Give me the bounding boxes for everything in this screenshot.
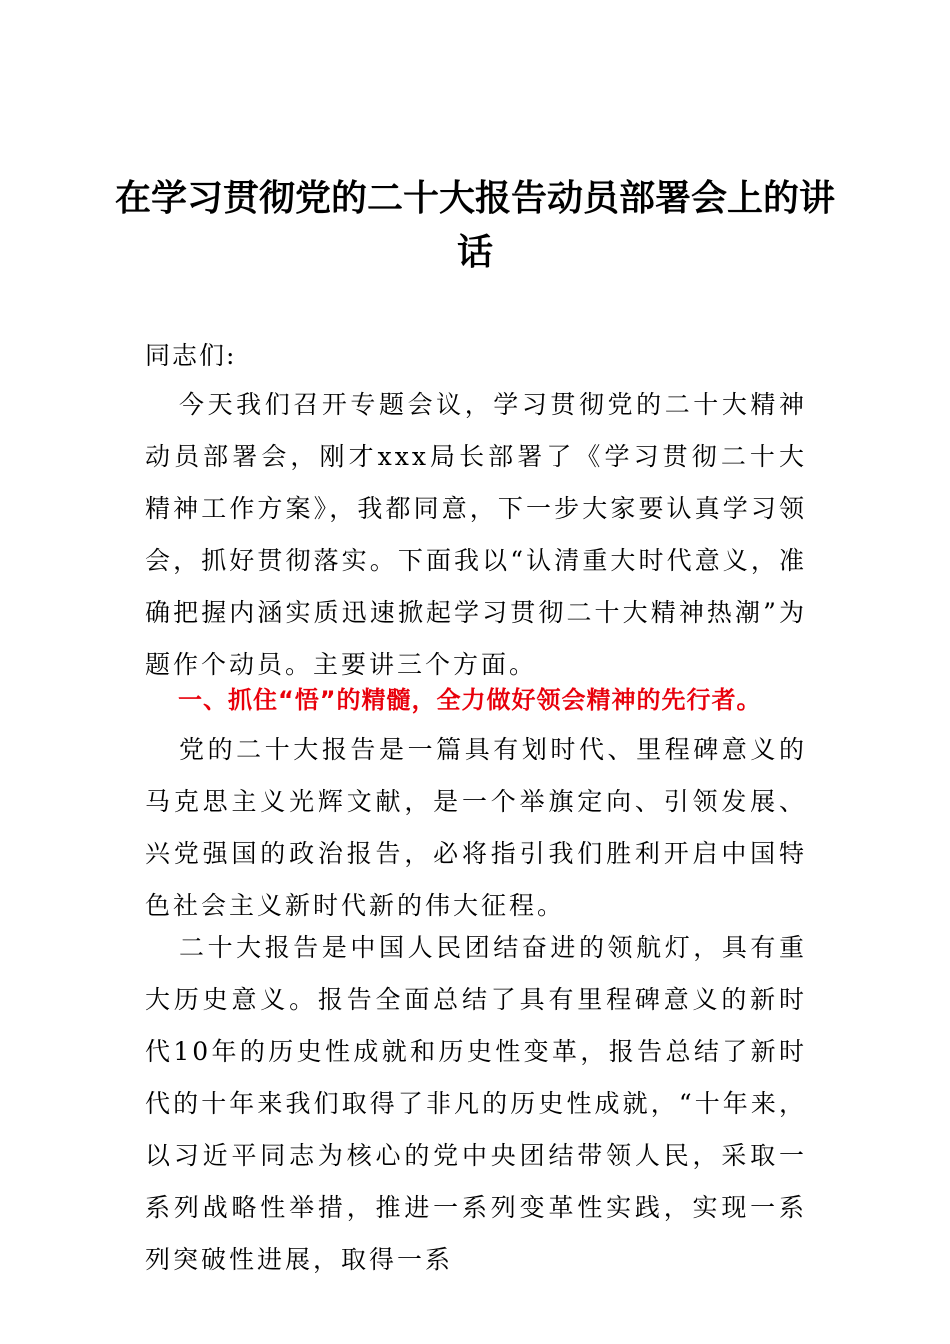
salutation: 同志们: [145,341,237,370]
document-title: 在学习贯彻党的二十大报告动员部署会上的讲话 [114,178,835,273]
paragraph-intro: 今天我们召开专题会议，学习贯彻党的二十大精神动员部署会，刚才xxx局长部署了《学习贯彻二十大精神工作方案》，我都同意，下一步大家要认真学习领会，抓好贯彻落实。下面我以“认清重大时代意义，准确把握内涵实质迅速掀起学习贯彻二十大精神热潮”为题作个动员。主要讲三个方面。 [145,390,807,679]
paragraph-historical-meaning: 二十大报告是中国人民团结奋进的领航灯，具有重大历史意义。报告全面总结了具有里程碑意义的新时代10年的历史性成就和历史性变革，报告总结了新时代的十年来我们取得了非凡的历史性成就，“十年来，以习近平同志为核心的党中央团结带领人民，采取一系列战略性举措，推进一系列变革性实践，实现一系列突破性进展，取得一系 [145,933,807,1274]
section-heading: 一、抓住“悟”的精髓，全力做好领会精神的先行者。 [178,686,762,714]
paragraph-report-significance: 党的二十大报告是一篇具有划时代、里程碑意义的马克思主义光辉文献，是一个举旗定向、引领发展、兴党强国的政治报告，必将指引我们胜利开启中国特色社会主义新时代新的伟大征程。 [145,735,807,920]
